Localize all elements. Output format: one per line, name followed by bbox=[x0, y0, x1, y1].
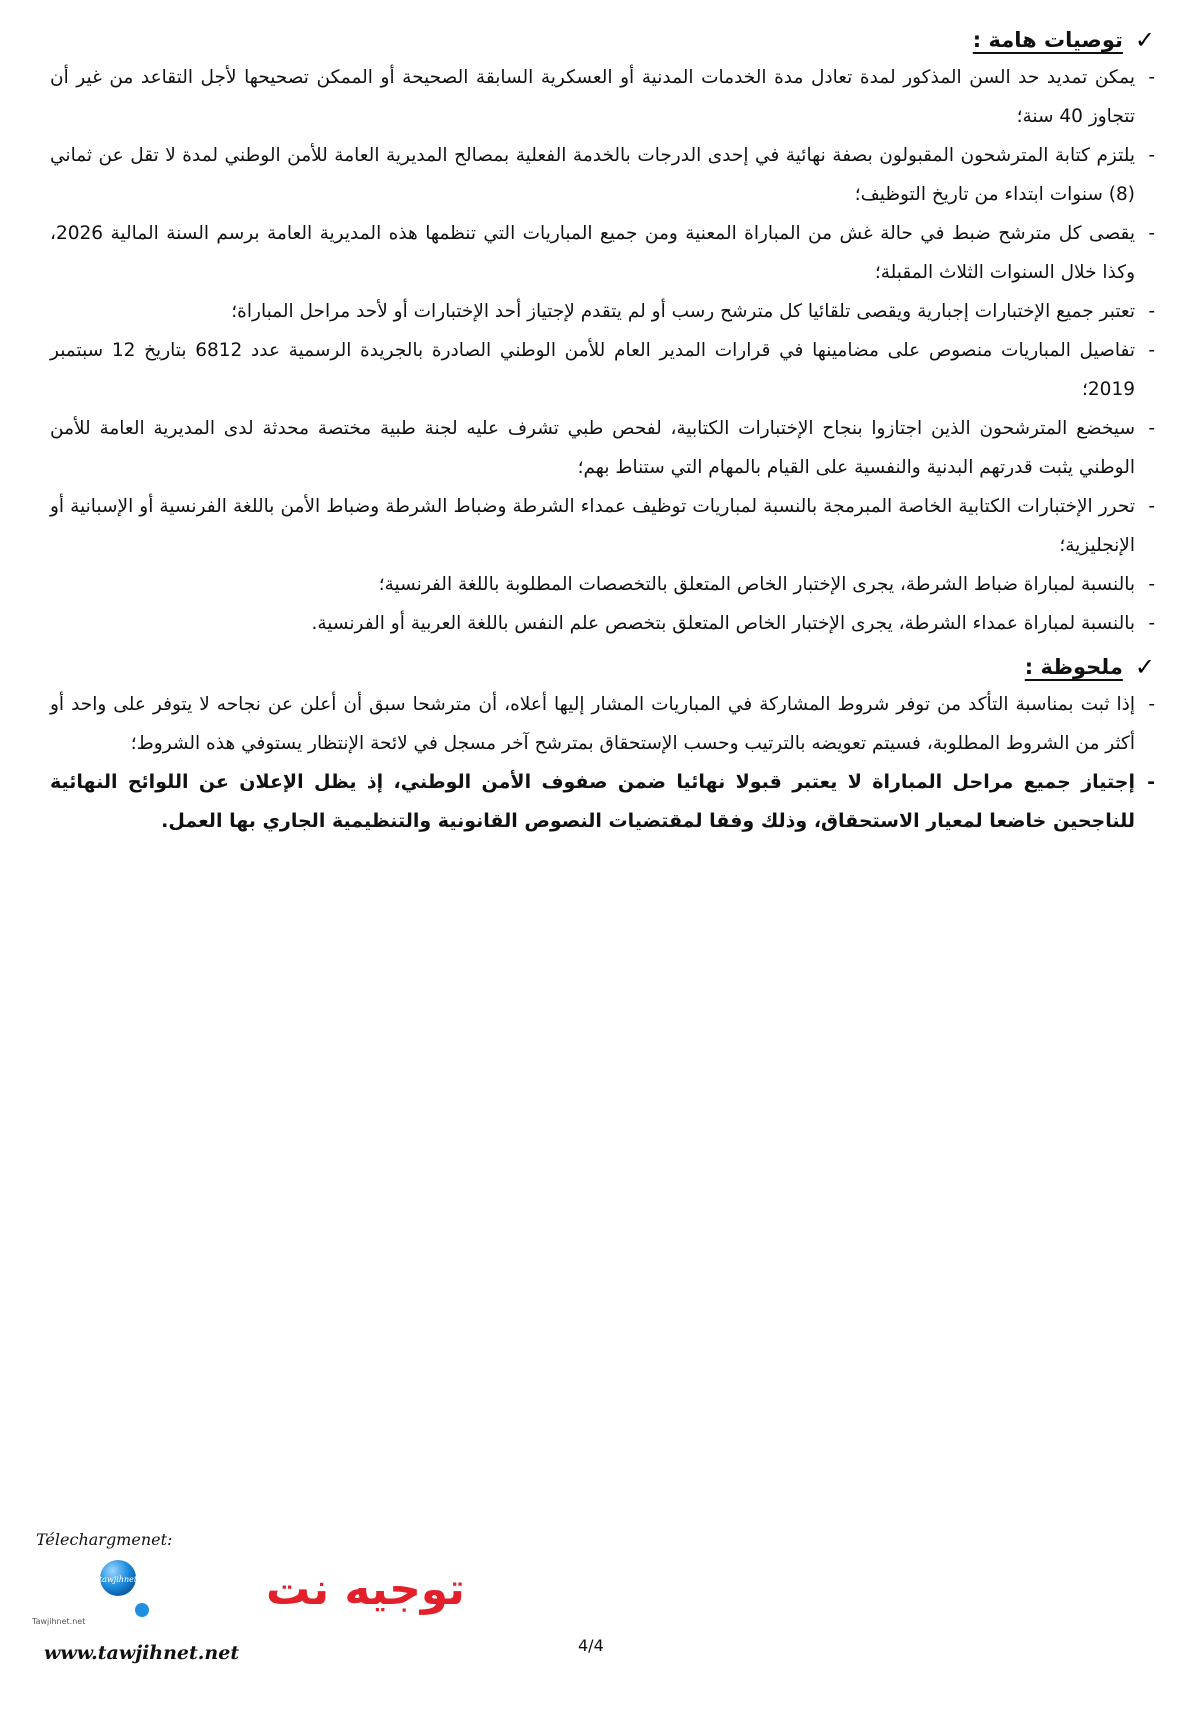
logo-small-text: Tawjihnet.net bbox=[32, 1617, 86, 1626]
list-item: - تحرر الإختبارات الكتابية الخاصة المبرمجة بالنسبة لمباريات توظيف عمداء الشرطة وضباط الشرطة وضباط الأمن باللغة الفرنسية أو الإسبانية أو الإنجليزية؛ bbox=[50, 487, 1155, 565]
list-item: - إذا ثبت بمناسبة التأكد من توفر شروط المشاركة في المباريات المشار إليها أعلاه، أن مترشحا سبق أن أعلن عن نجاحه لا يتوفر على واحد أو أكثر من الشروط المطلوبة، فسيتم تعويضه بالترتيب وحسب الإستحقاق بمترشح آخر مسجل في لائحة الإنتظار يستوفي هذه الشروط؛ bbox=[50, 685, 1155, 763]
list-item: - يقصى كل مترشح ضبط في حالة غش من المباراة المعنية ومن جميع المباريات التي تنظمها هذه المديرية العامة برسم السنة المالية 2026، وكذا خلال السنوات الثلاث المقبلة؛ bbox=[50, 214, 1155, 292]
list-item: - بالنسبة لمباراة عمداء الشرطة، يجرى الإختبار الخاص المتعلق بتخصص علم النفس باللغة العربية أو الفرنسية. bbox=[50, 604, 1155, 643]
list-item: - تفاصيل المباريات منصوص على مضامينها في قرارات المدير العام للأمن الوطني الصادرة بالجريدة الرسمية عدد 6812 بتاريخ 12 سبتمبر 2019؛ bbox=[50, 331, 1155, 409]
document-content bbox=[50, 28, 1155, 841]
tawjihnet-logo-art bbox=[30, 1552, 465, 1632]
note-list bbox=[50, 685, 1155, 841]
page-number: 4/4 bbox=[578, 1636, 604, 1655]
section-note-title: ملحوظة : bbox=[1024, 655, 1123, 679]
list-item: - تعتبر جميع الإختبارات إجبارية ويقصى تلقائيا كل مترشح رسب أو لم يتقدم لإجتياز أحد الإختبارات أو لأحد مراحل المباراة؛ bbox=[50, 292, 1155, 331]
section-recommendations-title: توصيات هامة : bbox=[972, 28, 1123, 52]
logo-badge-text: tawjihnet bbox=[98, 1575, 138, 1584]
list-item: - سيخضع المترشحون الذين اجتازوا بنجاح الإختبارات الكتابية، لفحص طبي تشرف عليه لجنة طبية مختصة محدثة لدى المديرية العامة للأمن الوطني يثبت قدرتهم البدنية والنفسية على القيام بالمهام التي ستناط بهم؛ bbox=[50, 409, 1155, 487]
tawjihnet-logo[interactable] bbox=[30, 1530, 465, 1670]
list-item: - يلتزم كتابة المترشحون المقبولون بصفة نهائية في إحدى الدرجات بالخدمة الفعلية بمصالح المديرية العامة للأمن الوطني لمدة لا تقل عن ثماني (8) سنوات ابتداء من تاريخ التوظيف؛ bbox=[50, 136, 1155, 214]
list-item-bold: - إجتياز جميع مراحل المباراة لا يعتبر قبولا نهائيا ضمن صفوف الأمن الوطني، إذ يظل الإعلان عن اللوائح النهائية للناجحين خاضعا لمعيار الاستحقاق، وذلك وفقا لمقتضيات النصوص القانونية والتنظيمية الجاري بها العمل. bbox=[50, 763, 1155, 841]
section-recommendations-header bbox=[50, 28, 1155, 52]
list-item: - بالنسبة لمباراة ضباط الشرطة، يجرى الإختبار الخاص المتعلق بالتخصصات المطلوبة باللغة الفرنسية؛ bbox=[50, 565, 1155, 604]
check-icon: ✓ bbox=[1134, 26, 1155, 54]
download-label: Télechargmenet: bbox=[36, 1530, 173, 1549]
website-url[interactable]: www.tawjihnet.net bbox=[44, 1642, 240, 1664]
list-item: - يمكن تمديد حد السن المذكور لمدة تعادل مدة الخدمات المدنية أو العسكرية السابقة الصحيحة أو الممكن تصحيحها لأجل التقاعد من غير أن تتجاوز 40 سنة؛ bbox=[50, 58, 1155, 136]
section-note-header bbox=[50, 655, 1155, 679]
recommendations-list bbox=[50, 58, 1155, 643]
logo-dot-icon bbox=[135, 1603, 149, 1617]
logo-arabic-text: توجيه نت bbox=[266, 1564, 465, 1615]
check-icon: ✓ bbox=[1134, 653, 1155, 681]
